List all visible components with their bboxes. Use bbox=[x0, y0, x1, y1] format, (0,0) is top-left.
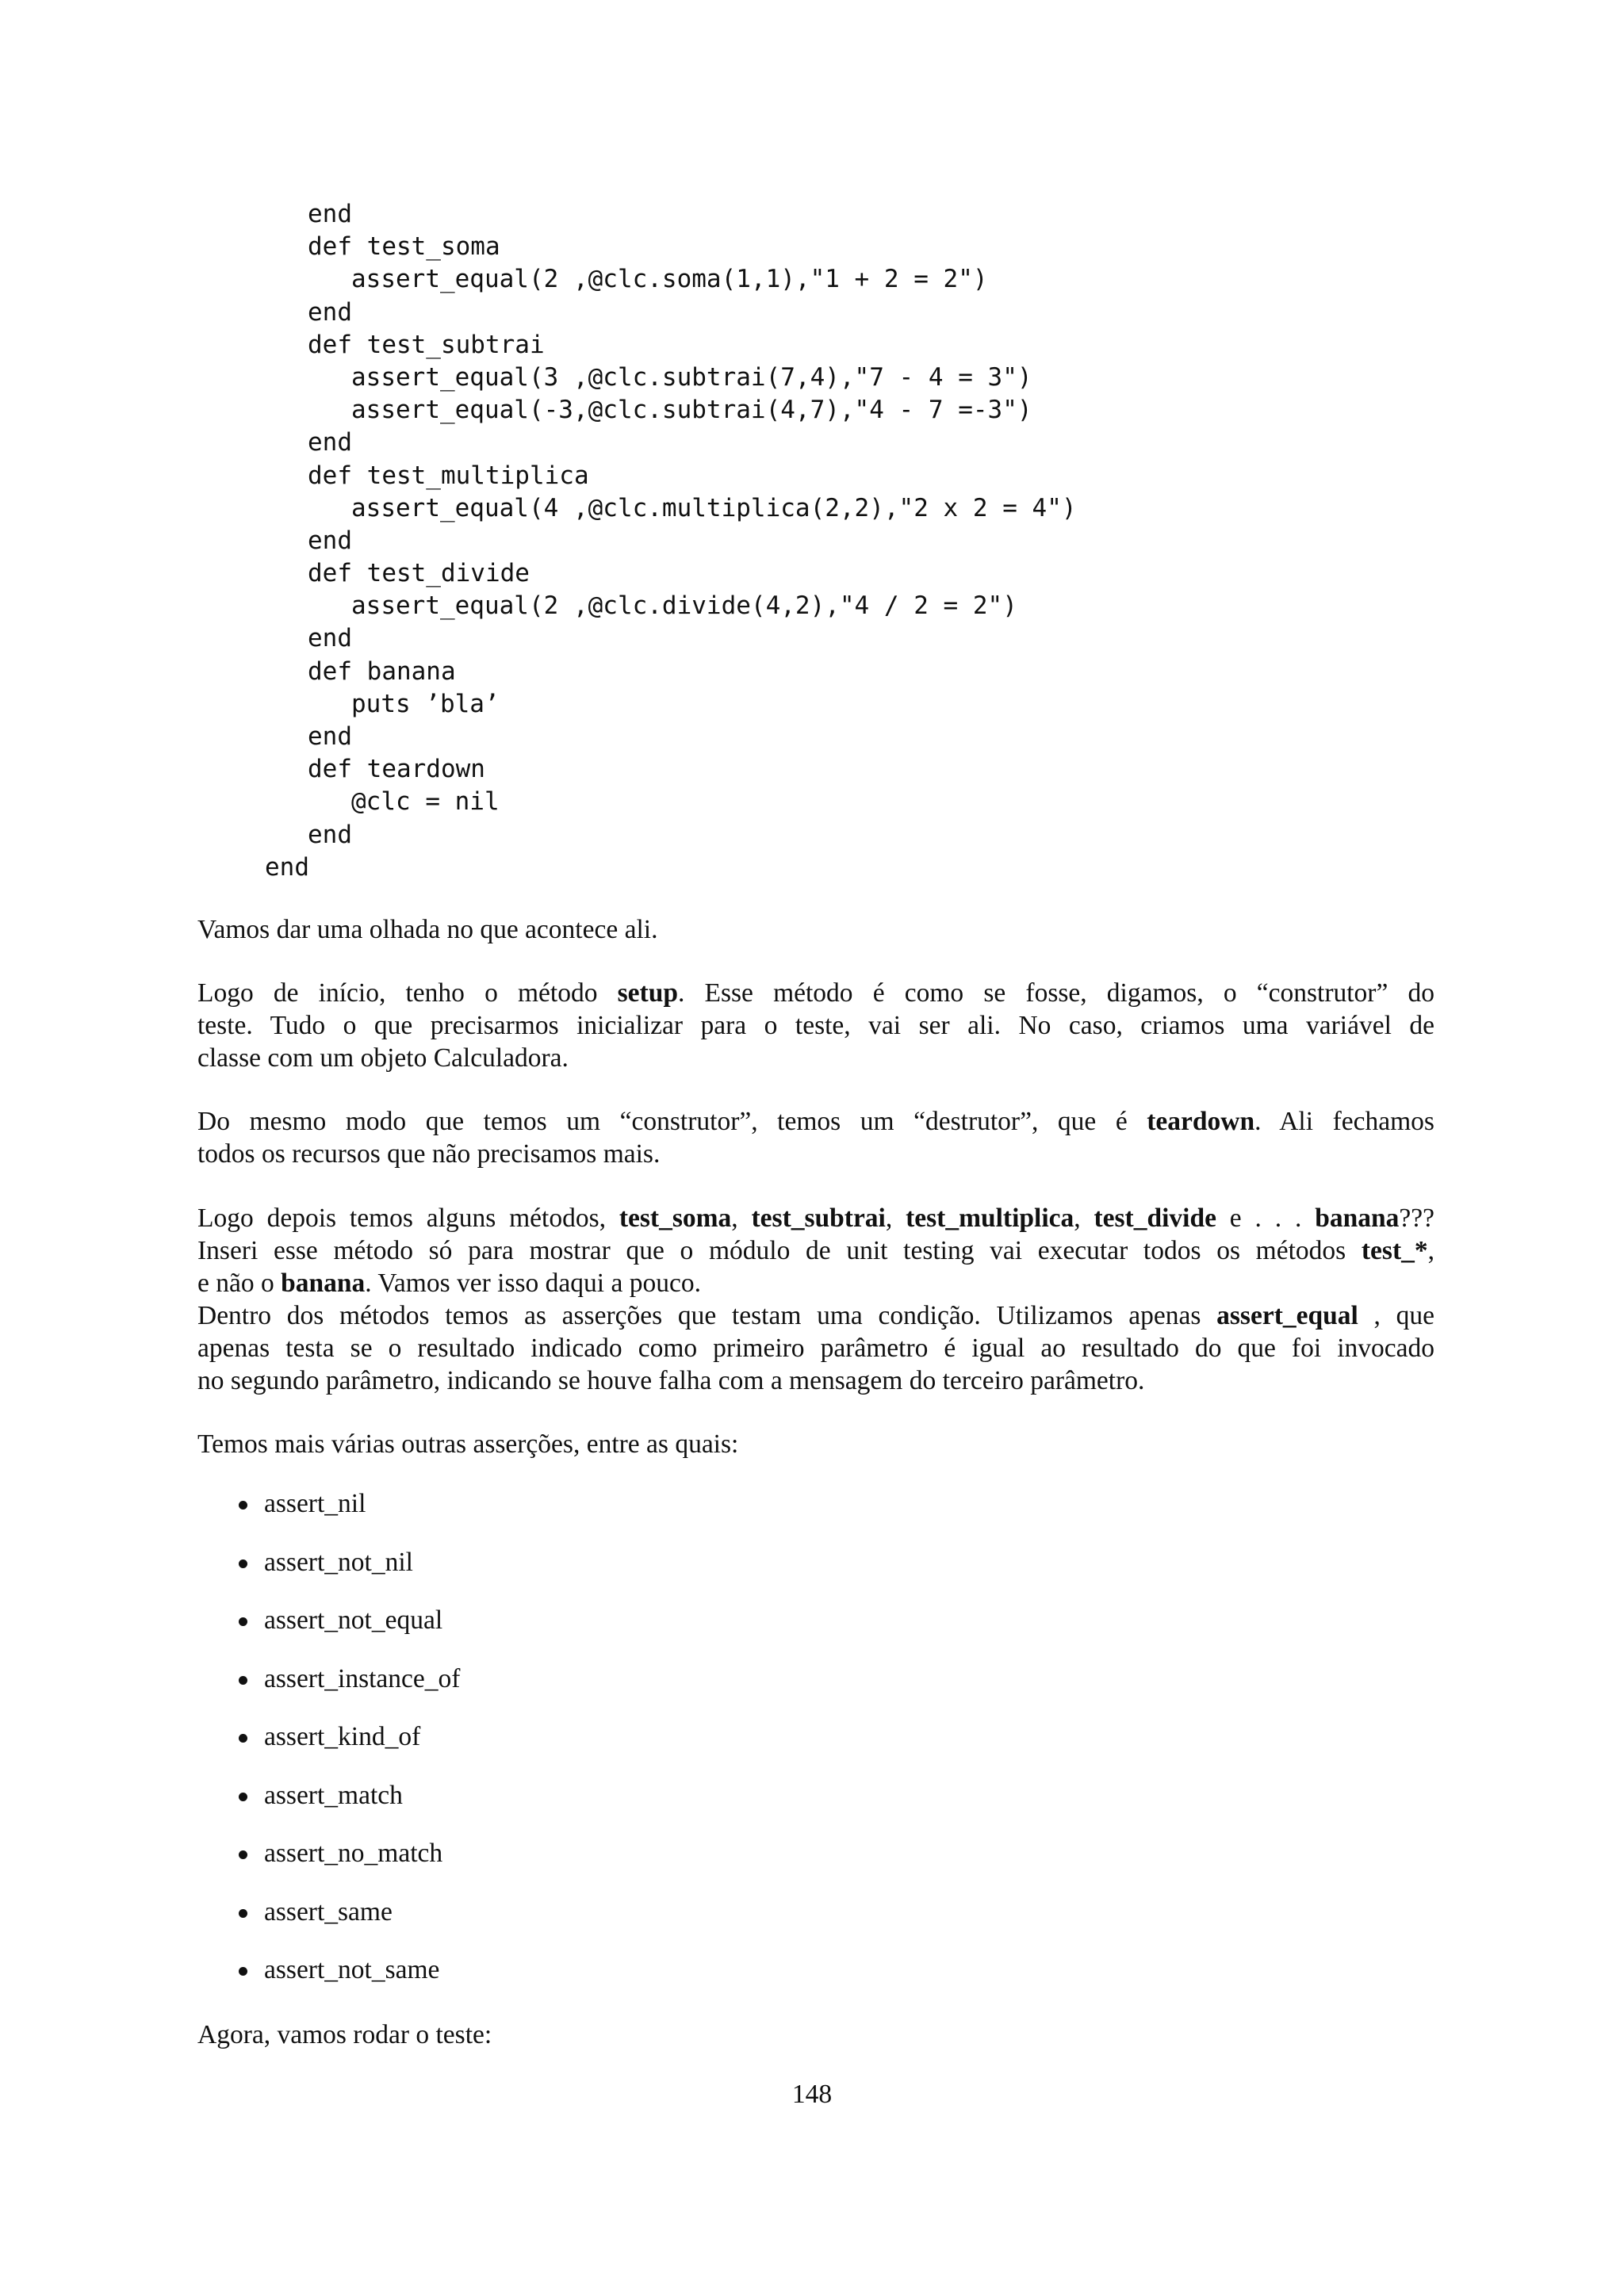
paragraph-methods bbox=[197, 1202, 1434, 1397]
paragraph-intro bbox=[197, 913, 1434, 946]
code-line: assert_equal(-3,@clc.subtrai(4,7),"4 - 7 =-3") bbox=[351, 396, 1032, 425]
paragraph-line: teste. Tudo o que precisarmos inicializar para o teste, vai ser ali. No caso, criamos uma variável de bbox=[197, 1011, 1434, 1040]
bullet-icon bbox=[239, 1617, 247, 1626]
list-item: assert_not_nil bbox=[197, 1546, 460, 1605]
code-line: assert_equal(2 ,@clc.soma(1,1),"1 + 2 = 2") bbox=[351, 265, 988, 294]
code-line: assert_equal(3 ,@clc.subtrai(7,4),"7 - 4 = 3") bbox=[351, 362, 1032, 392]
assert-list bbox=[197, 1487, 460, 2012]
bullet-icon bbox=[239, 1909, 247, 1918]
code-line: end bbox=[308, 526, 352, 555]
code-line: def test_soma bbox=[308, 232, 500, 262]
paragraph-setup bbox=[197, 977, 1434, 1074]
code-line: end bbox=[308, 820, 352, 849]
paragraph-line: Do mesmo modo que temos um “construtor”, temos um “destrutor”, que é teardown. Ali fechamos bbox=[197, 1107, 1434, 1136]
bullet-icon bbox=[239, 1501, 247, 1510]
paragraph-line: Logo depois temos alguns métodos, test_soma, test_subtrai, test_multiplica, test_divide e . . . banana??? bbox=[197, 1203, 1435, 1233]
code-line: def test_divide bbox=[308, 559, 530, 588]
code-line: end bbox=[308, 722, 352, 751]
paragraph-line: Temos mais várias outras asserções, entre as quais: bbox=[197, 1429, 739, 1459]
bullet-icon bbox=[239, 1967, 247, 1976]
paragraph-line: no segundo parâmetro, indicando se houve falha com a mensagem do terceiro parâmetro. bbox=[197, 1366, 1145, 1395]
bullet-icon bbox=[239, 1559, 247, 1568]
keyword-setup: setup bbox=[617, 978, 678, 1008]
code-line: end bbox=[308, 297, 352, 327]
code-line: assert_equal(2 ,@clc.divide(4,2),"4 / 2 = 2") bbox=[351, 591, 1017, 621]
paragraph-asserts-intro bbox=[197, 1428, 1434, 1460]
paragraph-line: Logo de início, tenho o método setup. Esse método é como se fosse, digamos, o “construtor” do bbox=[197, 978, 1434, 1008]
page-number: 148 bbox=[791, 2080, 833, 2109]
paragraph-teardown bbox=[197, 1105, 1434, 1170]
code-line: end bbox=[265, 852, 309, 882]
paragraph-line: Dentro dos métodos temos as asserções que testam uma condição. Utilizamos apenas assert_equal , que bbox=[197, 1301, 1434, 1330]
list-item: assert_match bbox=[197, 1779, 460, 1838]
list-item: assert_kind_of bbox=[197, 1720, 460, 1779]
paragraph-line: apenas testa se o resultado indicado como primeiro parâmetro é igual ao resultado do que foi invocado bbox=[197, 1334, 1434, 1363]
paragraph-line: Agora, vamos rodar o teste: bbox=[197, 2020, 492, 2049]
code-line: assert_equal(4 ,@clc.multiplica(2,2),"2 x 2 = 4") bbox=[351, 493, 1077, 522]
code-line: def teardown bbox=[308, 755, 485, 784]
paragraph-line: Inseri esse método só para mostrar que o módulo de unit testing vai executar todos os métodos test_*, bbox=[197, 1236, 1434, 1265]
code-line: @clc = nil bbox=[351, 787, 500, 817]
paragraph-line: e não o banana. Vamos ver isso daqui a pouco. bbox=[197, 1269, 701, 1298]
code-line: end bbox=[308, 624, 352, 653]
list-item: assert_same bbox=[197, 1896, 460, 1954]
paragraph-line: classe com um objeto Calculadora. bbox=[197, 1043, 569, 1073]
paragraph-line: Vamos dar uma olhada no que acontece ali. bbox=[197, 915, 658, 944]
bullet-icon bbox=[239, 1734, 247, 1743]
code-line: end bbox=[308, 200, 352, 228]
code-line: end bbox=[308, 428, 352, 457]
code-line: def test_multiplica bbox=[308, 461, 589, 490]
list-item: assert_no_match bbox=[197, 1837, 460, 1896]
paragraph-line: todos os recursos que não precisamos mais. bbox=[197, 1139, 661, 1169]
keyword-teardown: teardown bbox=[1147, 1107, 1255, 1136]
bullet-icon bbox=[239, 1850, 247, 1859]
list-item: assert_nil bbox=[197, 1487, 460, 1546]
paragraph-run bbox=[197, 2019, 1434, 2051]
bullet-icon bbox=[239, 1793, 247, 1801]
list-item: assert_not_same bbox=[197, 1954, 460, 2012]
code-listing bbox=[0, 198, 1077, 884]
code-line: puts ’bla’ bbox=[351, 689, 500, 718]
list-item: assert_instance_of bbox=[197, 1663, 460, 1721]
code-line: def banana bbox=[308, 656, 456, 686]
code-line: def test_subtrai bbox=[308, 330, 545, 359]
list-item: assert_not_equal bbox=[197, 1604, 460, 1663]
bullet-icon bbox=[239, 1676, 247, 1685]
